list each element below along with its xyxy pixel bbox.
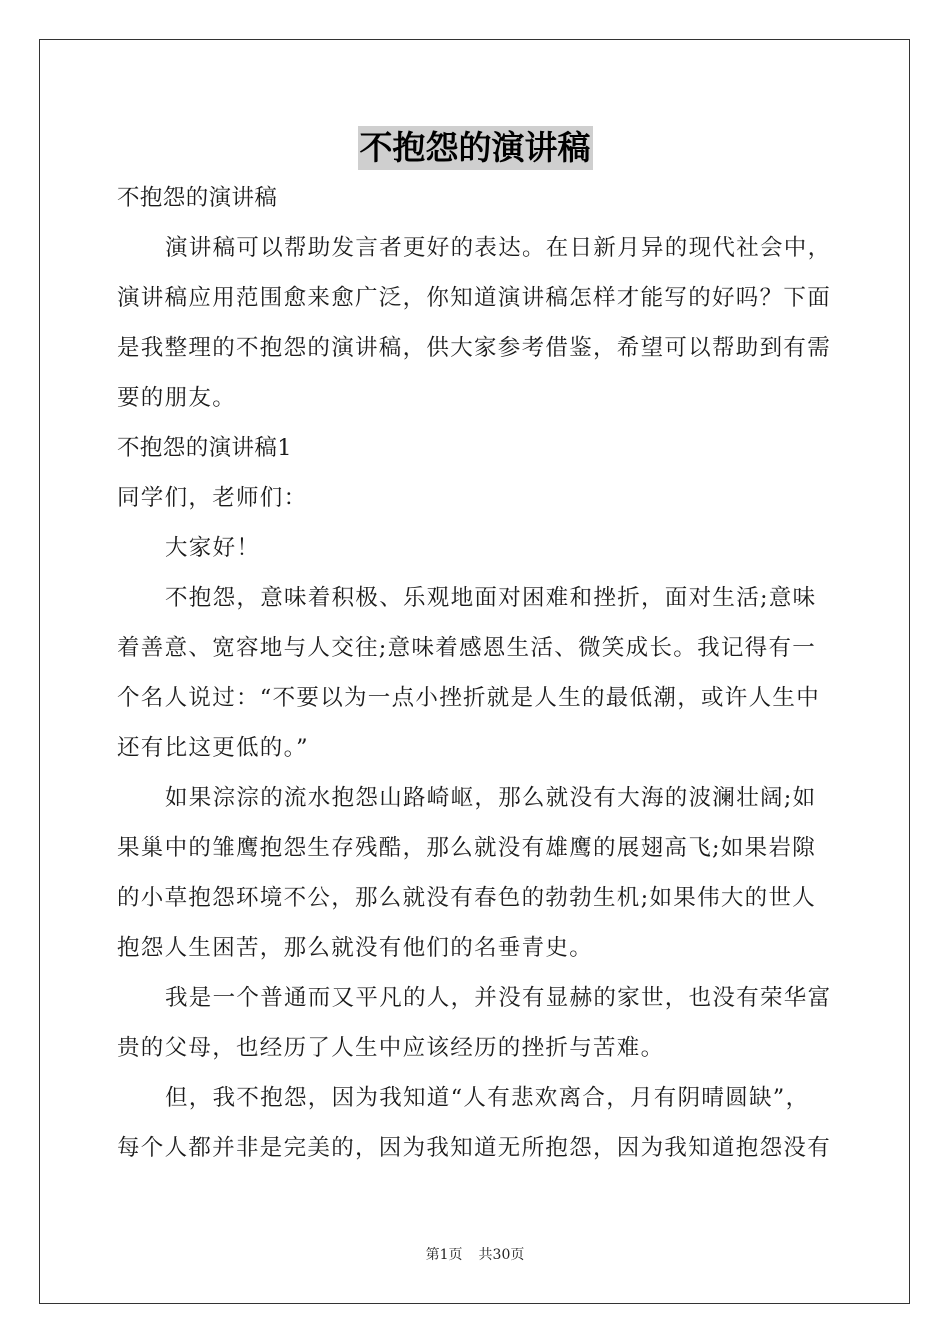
paragraph-line: 的小草抱怨环境不公，那么就没有春色的勃勃生机;如果伟大的世人 — [117, 885, 817, 911]
paragraph-line: 每个人都并非是完美的，因为我知道无所抱怨，因为我知道抱怨没有 — [117, 1135, 832, 1161]
intro-line: 是我整理的不抱怨的演讲稿，供大家参考借鉴，希望可以帮助到有需 — [117, 335, 832, 361]
paragraph-line: 但，我不抱怨，因为我知道“人有悲欢离合，月有阴晴圆缺”， — [165, 1085, 810, 1111]
page-footer — [0, 1246, 950, 1264]
intro-line: 演讲稿应用范围愈来愈广泛，你知道演讲稿怎样才能写的好吗？下面 — [117, 285, 832, 311]
title-container — [0, 126, 950, 170]
intro-line: 演讲稿可以帮助发言者更好的表达。在日新月异的现代社会中， — [165, 235, 832, 261]
section-heading: 不抱怨的演讲稿1 — [117, 435, 293, 461]
paragraph-line: 如果淙淙的流水抱怨山路崎岖，那么就没有大海的波澜壮阔;如 — [165, 785, 817, 811]
paragraph-line: 贵的父母，也经历了人生中应该经历的挫折与苦难。 — [117, 1035, 665, 1061]
paragraph-line: 着善意、宽容地与人交往;意味着感恩生活、微笑成长。我记得有一 — [117, 635, 817, 661]
page-total: 共30页 — [478, 1247, 525, 1263]
page-number: 第1页 — [425, 1247, 463, 1263]
paragraph-line: 个名人说过：“不要以为一点小挫折就是人生的最低潮，或许人生中 — [117, 685, 821, 711]
document-subtitle: 不抱怨的演讲稿 — [117, 185, 278, 211]
paragraph-line: 不抱怨，意味着积极、乐观地面对困难和挫折，面对生活;意味 — [165, 585, 817, 611]
paragraph-line: 果巢中的雏鹰抱怨生存残酷，那么就没有雄鹰的展翅高飞;如果岩隙 — [117, 835, 817, 861]
intro-line: 要的朋友。 — [117, 385, 237, 411]
paragraph-line: 我是一个普通而又平凡的人，并没有显赫的家世，也没有荣华富 — [165, 985, 832, 1011]
salutation: 同学们，老师们： — [117, 485, 308, 511]
greeting: 大家好！ — [165, 535, 261, 561]
document-title: 不抱怨的演讲稿 — [358, 126, 593, 170]
page-border — [39, 39, 910, 1304]
paragraph-line: 还有比这更低的。” — [117, 735, 309, 761]
paragraph-line: 抱怨人生困苦，那么就没有他们的名垂青史。 — [117, 935, 594, 961]
